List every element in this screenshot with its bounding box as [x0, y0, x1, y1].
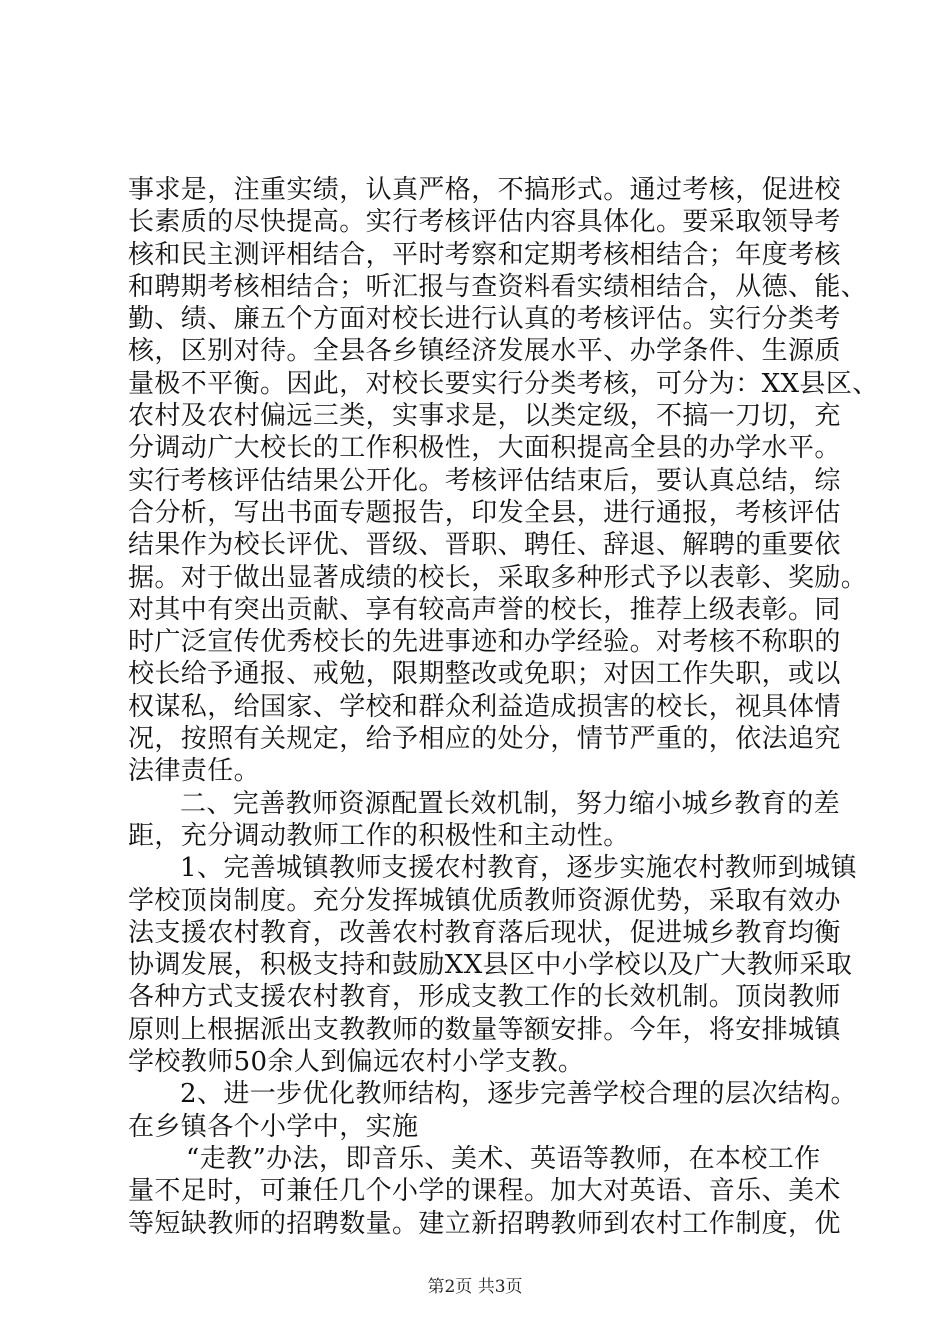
text-line: 等短缺教师的招聘数量。建立新招聘教师到农村工作制度，优	[128, 1208, 841, 1239]
text-line: 和聘期考核相结合；听汇报与查资料看实绩相结合，从德、能、	[128, 271, 868, 302]
text-line: 对其中有突出贡献、享有较高声誉的校长，推荐上级表彰。同	[128, 594, 841, 625]
text-line: 法律责任。	[128, 756, 261, 787]
text-line: 分调动广大校长的工作积极性，大面积提高全县的办学水平。	[128, 433, 841, 464]
item-heading-line: 1、完善城镇教师支援农村教育，逐步实施农村教师到城镇	[180, 853, 857, 884]
text-line: 校长给予通报、戒勉，限期整改或免职；对因工作失职，或以	[128, 659, 841, 690]
text-line: 实行考核评估结果公开化。考核评估结束后，要认真总结，综	[128, 465, 841, 496]
text-line: 学校顶岗制度。充分发挥城镇优质教师资源优势，采取有效办	[128, 885, 841, 916]
text-line: 时广泛宣传优秀校长的先进事迹和办学经验。对考核不称职的	[128, 627, 841, 658]
text-line: 法支援农村教育，改善农村教育落后现状，促进城乡教育均衡	[128, 917, 841, 948]
text-line: 量极不平衡。因此，对校长要实行分类考核，可分为：XX县区、	[128, 368, 879, 399]
text-line: 事求是，注重实绩，认真严格，不搞形式。通过考核，促进校	[128, 175, 841, 205]
text-line: 勤、绩、廉五个方面对校长进行认真的考核评估。实行分类考	[128, 304, 841, 335]
text-line: 各种方式支援农村教育，形成支教工作的长效机制。顶岗教师	[128, 982, 841, 1013]
text-line: 在乡镇各个小学中，实施	[128, 1111, 419, 1142]
document-body	[128, 174, 879, 1240]
text-line: 况，按照有关规定，给予相应的处分，情节严重的，依法追究	[128, 724, 841, 755]
text-line: 结果作为校长评优、晋级、晋职、聘任、辞退、解聘的重要依	[128, 530, 841, 561]
text-line: 协调发展，积极支持和鼓励XX县区中小学校以及广大教师采取	[128, 950, 853, 981]
text-line: 原则上根据派出支教教师的数量等额安排。今年，将安排城镇	[128, 1014, 841, 1045]
text-line: 合分析，写出书面专题报告，印发全县，进行通报，考核评估	[128, 497, 841, 528]
section-heading-line: 二、完善教师资源配置长效机制，努力缩小城乡教育的差	[180, 788, 841, 819]
text-line: 农村及农村偏远三类，实事求是，以类定级，不搞一刀切，充	[128, 401, 841, 432]
section-heading-line: 距，充分调动教师工作的积极性和主动性。	[128, 820, 630, 851]
text-line: “走教”办法，即音乐、美术、英语等教师，在本校工作	[186, 1143, 821, 1174]
text-line: 据。对于做出显著成绩的校长，采取多种形式予以表彰、奖励。	[128, 562, 868, 593]
item-heading-line: 2、进一步优化教师结构，逐步完善学校合理的层次结构。	[180, 1079, 857, 1110]
text-line: 量不足时，可兼任几个小学的课程。加大对英语、音乐、美术	[128, 1176, 841, 1207]
text-line: 学校教师50余人到偏远农村小学支教。	[128, 1047, 585, 1078]
text-line: 核和民主测评相结合，平时考察和定期考核相结合；年度考核	[128, 239, 841, 270]
text-line: 权谋私，给国家、学校和群众利益造成损害的校长，视具体情	[128, 691, 841, 722]
page-number-footer: 第2页 共3页	[427, 1277, 523, 1297]
text-line: 核，区别对待。全县各乡镇经济发展水平、办学条件、生源质	[128, 336, 841, 367]
text-line: 长素质的尽快提高。实行考核评估内容具体化。要采取领导考	[128, 207, 841, 238]
